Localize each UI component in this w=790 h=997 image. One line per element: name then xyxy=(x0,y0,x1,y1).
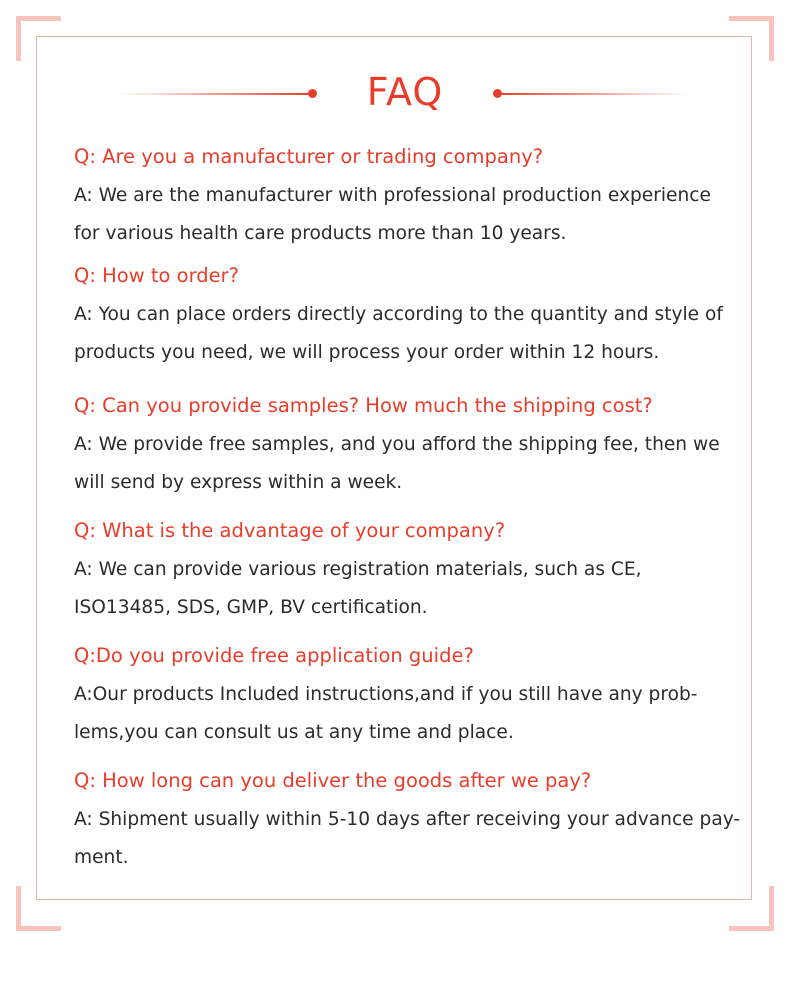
faq-item xyxy=(74,518,744,627)
faq-answer xyxy=(74,426,744,502)
faq-answer-line: ISO13485, SDS, GMP, BV certification. xyxy=(74,597,428,618)
faq-answer-line: A:Our products Included instructions,and if you still have any prob- xyxy=(74,684,698,705)
faq-answer xyxy=(74,801,744,877)
title-row xyxy=(0,60,790,120)
faq-answer xyxy=(74,676,744,752)
faq-item xyxy=(74,144,744,253)
faq-answer xyxy=(74,296,744,372)
title-divider-right xyxy=(497,93,691,95)
faq-item xyxy=(74,643,744,752)
title-dot-left xyxy=(308,89,317,98)
faq-answer-line: A: You can place orders directly according to the quantity and style of xyxy=(74,304,723,325)
faq-answer-line: A: We provide free samples, and you afford the shipping fee, then we xyxy=(74,434,720,455)
faq-answer-line: ment. xyxy=(74,847,129,868)
faq-answer xyxy=(74,177,744,253)
faq-answer-line: lems,you can consult us at any time and place. xyxy=(74,722,514,743)
faq-answer-line: A: Shipment usually within 5-10 days after receiving your advance pay- xyxy=(74,809,741,830)
faq-answer-line: products you need, we will process your order within 12 hours. xyxy=(74,342,660,363)
faq-question: Q: What is the advantage of your company? xyxy=(74,519,506,542)
faq-item xyxy=(74,768,744,877)
faq-question: Q: How long can you deliver the goods after we pay? xyxy=(74,769,592,792)
faq-question: Q: Are you a manufacturer or trading company? xyxy=(74,145,544,168)
faq-question: Q: How to order? xyxy=(74,264,239,287)
faq-item xyxy=(74,263,744,372)
faq-item xyxy=(74,393,744,502)
faq-question: Q: Can you provide samples? How much the shipping cost? xyxy=(74,394,653,417)
title-divider-left xyxy=(118,93,312,95)
faq-answer-line: A: We are the manufacturer with professional production experience xyxy=(74,185,711,206)
faq-answer-line: for various health care products more than 10 years. xyxy=(74,223,567,244)
faq-question: Q:Do you provide free application guide? xyxy=(74,644,474,667)
faq-answer xyxy=(74,551,744,627)
faq-answer-line: A: We can provide various registration materials, such as CE, xyxy=(74,559,642,580)
page-title: FAQ xyxy=(366,70,444,114)
faq-answer-line: will send by express within a week. xyxy=(74,472,403,493)
